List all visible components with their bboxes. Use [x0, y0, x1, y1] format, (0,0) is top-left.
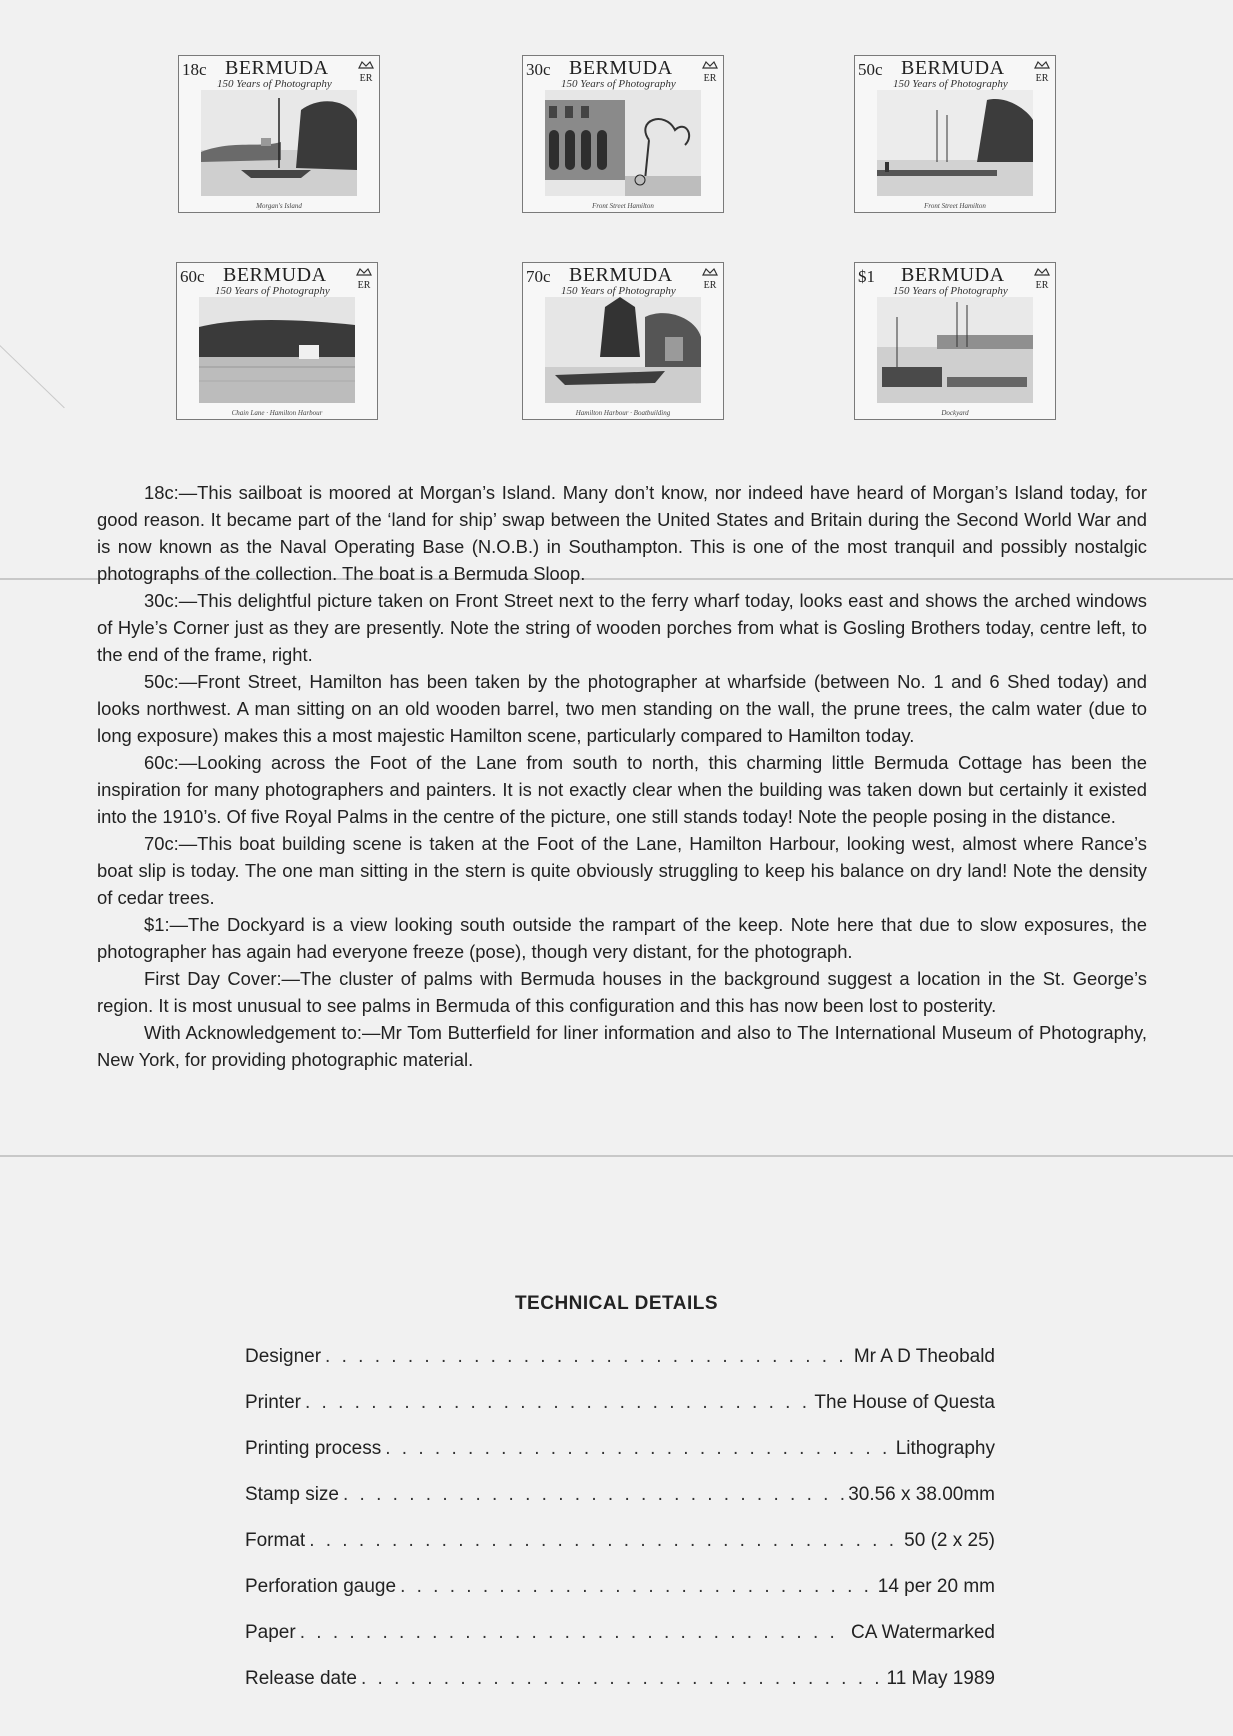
tech-label: Printer: [245, 1392, 301, 1413]
stamp-50c: [854, 55, 1056, 213]
description-text: [97, 479, 1147, 1073]
paragraph-30c: 30c:—This delightful picture taken on Front Street next to the ferry wharf today, looks east and shows the arched windows of Hyle’s Corner just as they are presently. Note the string of wooden porches from what is Gosling Brothers today, centre left, to the end of the frame, right.: [97, 590, 1147, 665]
stamp-caption: Front Street Hamilton: [924, 202, 986, 210]
stamp-value: 60c: [180, 267, 205, 286]
stamp-cypher: ER: [1035, 73, 1049, 84]
technical-details-title: TECHNICAL DETAILS: [514, 1293, 719, 1314]
stamp-subtitle: 150 Years of Photography: [561, 78, 676, 90]
stamp-18c: [178, 55, 380, 213]
technical-details-table: [245, 1346, 995, 1714]
paragraph-60c: 60c:—Looking across the Foot of the Lane from south to north, this charming little Bermuda Cottage has been the inspiration for many photographers and painters. It is not exactly clear when the building was taken down but certainly it existed into the 1910’s. Of five Royal Palms in the centre of the picture, one still stands today! Note the people posing in the distance.: [97, 752, 1147, 827]
stamp-caption: Hamilton Harbour · Boatbuilding: [575, 409, 671, 417]
stamp-cypher: ER: [703, 73, 717, 84]
stamp-subtitle: 150 Years of Photography: [893, 78, 1008, 90]
stamp-cypher: ER: [357, 280, 371, 291]
stamp-caption: Dockyard: [941, 409, 969, 417]
tech-value: 11 May 1989: [886, 1668, 995, 1689]
stamp-picture-harbour: [877, 90, 1033, 196]
tech-row-perforation-gauge: [245, 1576, 995, 1622]
tech-row-release-date: [245, 1668, 995, 1714]
dot-leader: [300, 1622, 847, 1644]
stamp-caption: Chain Lane · Hamilton Harbour: [231, 409, 323, 417]
stamp-country: BERMUDA: [225, 57, 329, 79]
tech-label: Paper: [245, 1622, 296, 1643]
stamp-value: 50c: [858, 60, 883, 79]
dot-leader: [305, 1392, 810, 1414]
tech-value: Mr A D Theobald: [853, 1346, 995, 1367]
stamp-subtitle: 150 Years of Photography: [217, 78, 332, 90]
paragraph-first-day-cover: First Day Cover:—The cluster of palms with Bermuda houses in the background suggest a location in the St. George’s region. It is most unusual to see palms in Bermuda of this configuration and this has now been lost to posterity.: [97, 968, 1147, 1016]
tech-label: Format: [245, 1530, 306, 1551]
stamp-caption: Front Street Hamilton: [592, 202, 654, 210]
stamp-30c: [522, 55, 724, 213]
paragraph-50c: 50c:—Front Street, Hamilton has been taken by the photographer at wharfside (between No. 1 and 6 Shed today) and looks northwest. A man sitting on an old wooden barrel, two men standing on the wall, the prune trees, the calm water (due to long exposure) makes this a most majestic Hamilton scene, particularly compared to Hamilton today.: [97, 671, 1147, 746]
stamp-value: 70c: [526, 267, 551, 286]
stamp-picture-sailboat: [201, 90, 357, 196]
dot-leader: [400, 1576, 874, 1598]
dot-leader: [361, 1668, 883, 1690]
stamp-country: BERMUDA: [569, 264, 673, 286]
stamp-value: 18c: [182, 60, 207, 79]
tech-label: Perforation gauge: [245, 1576, 397, 1597]
tech-value: 14 per 20 mm: [877, 1576, 995, 1597]
tech-value: 30.56 x 38.00mm: [848, 1484, 995, 1505]
dot-leader: [385, 1438, 891, 1460]
paragraph-70c: 70c:—This boat building scene is taken at the Foot of the Lane, Hamilton Harbour, looking west, almost where Rance’s boat slip is today. The one man sitting in the stern is quite obviously struggling to keep his balance on dry land! Note the density of cedar trees.: [97, 833, 1147, 908]
stamp-picture-dockyard: [877, 297, 1033, 403]
stamp-60c: [176, 262, 378, 420]
fold-line-lower: [0, 1155, 1233, 1157]
dot-leader: [325, 1346, 850, 1368]
stamp-subtitle: 150 Years of Photography: [215, 285, 330, 297]
paragraph-acknowledgement: With Acknowledgement to:—Mr Tom Butterfield for liner information and also to The International Museum of Photography, New York, for providing photographic material.: [97, 1022, 1147, 1070]
tech-row-printing-process: [245, 1438, 995, 1484]
tech-row-printer: [245, 1392, 995, 1438]
tech-row-designer: [245, 1346, 995, 1392]
stamp-country: BERMUDA: [569, 57, 673, 79]
stamp-country: BERMUDA: [901, 57, 1005, 79]
crown-icon: [701, 266, 719, 292]
stamp-1-dollar: [854, 262, 1056, 420]
tech-row-format: [245, 1530, 995, 1576]
stamp-picture-street: [545, 90, 701, 196]
stamp-value: $1: [858, 267, 875, 286]
stamp-picture-cottage: [199, 297, 355, 403]
stamp-country: BERMUDA: [223, 264, 327, 286]
stamp-subtitle: 150 Years of Photography: [893, 285, 1008, 297]
tech-value: The House of Questa: [814, 1392, 995, 1413]
stamp-caption: Morgan's Island: [256, 202, 302, 210]
tech-label: Stamp size: [245, 1484, 339, 1505]
crown-icon: [1033, 59, 1051, 85]
stamp-cypher: ER: [703, 280, 717, 291]
tech-value: CA Watermarked: [851, 1622, 995, 1643]
crown-icon: [355, 266, 373, 292]
crown-icon: [1033, 266, 1051, 292]
dot-leader: [343, 1484, 844, 1506]
stamp-70c: [522, 262, 724, 420]
tech-row-paper: [245, 1622, 995, 1668]
stamp-picture-boatbuilding: [545, 297, 701, 403]
tech-value: Lithography: [895, 1438, 995, 1459]
tech-label: Release date: [245, 1668, 357, 1689]
stamp-subtitle: 150 Years of Photography: [561, 285, 676, 297]
stamp-country: BERMUDA: [901, 264, 1005, 286]
paragraph-18c: 18c:—This sailboat is moored at Morgan’s Island. Many don’t know, nor indeed have heard of Morgan’s Island today, for good reason. It became part of the ‘land for ship’ swap between the United States and Britain during the Second World War and is now known as the Naval Operating Base (N.O.B.) in Southampton. This is one of the most tranquil and possibly nostalgic photographs of the collection. The boat is a Bermuda Sloop.: [97, 482, 1147, 584]
crown-icon: [701, 59, 719, 85]
tech-label: Designer: [245, 1346, 322, 1367]
tech-label: Printing process: [245, 1438, 382, 1459]
stamp-cypher: ER: [359, 73, 373, 84]
tech-row-stamp-size: [245, 1484, 995, 1530]
paragraph-1-dollar: $1:—The Dockyard is a view looking south outside the rampart of the keep. Note here that due to slow exposures, the photographer has again had everyone freeze (pose), though very distant, for the photograph.: [97, 914, 1147, 962]
fold-crease: [0, 345, 65, 408]
stamp-cypher: ER: [1035, 280, 1049, 291]
stamp-value: 30c: [526, 60, 551, 79]
crown-icon: [357, 59, 375, 85]
dot-leader: [309, 1530, 900, 1552]
tech-value: 50 (2 x 25): [904, 1530, 995, 1551]
